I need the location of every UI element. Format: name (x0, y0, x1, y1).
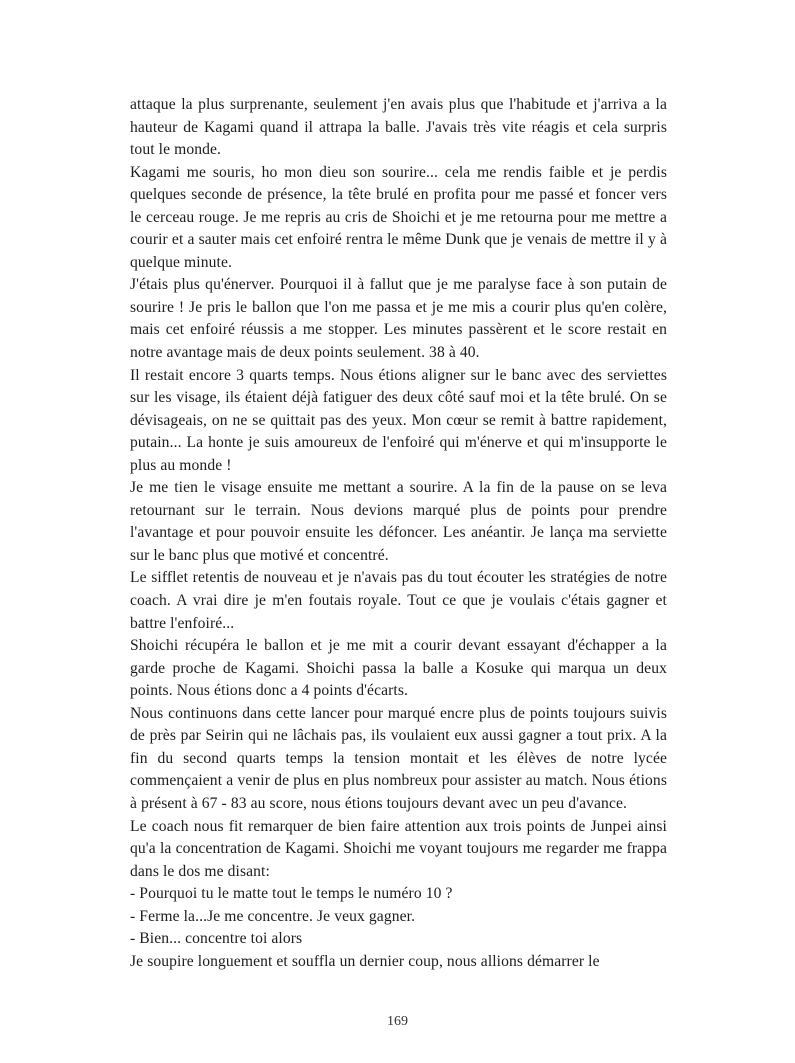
paragraph: Nous continuons dans cette lancer pour marqué encre plus de points toujours suivis de près par Seirin qui ne lâchais pas, ils voulaient eux aussi gagner a tout prix. A la fin du second quarts temps la tension montait et les élèves de notre lycée commençaient a venir de plus en plus nombreux pour assister au match. Nous étions à présent à 67 - 83 au score, nous étions toujours devant avec un peu d'avance. (130, 704, 667, 812)
paragraph: Il restait encore 3 quarts temps. Nous étions aligner sur le banc avec des serviettes sur les visage, ils étaient déjà fatiguer des deux côté sauf moi et la tête brulé. On se dévisageais, on ne se quittait pas des yeux. Mon cœur se remit à battre rapidement, putain... La honte je suis amoureux de l'enfoiré qui m'énerve et qui m'insupporte le plus au monde ! (130, 366, 667, 474)
paragraph: Je me tien le visage ensuite me mettant a sourire. A la fin de la pause on se leva retournant sur le terrain. Nous devions marqué plus de points pour prendre l'avantage et pour pouvoir ensuite les défoncer. Les anéantir. Je lança ma serviette sur le banc plus que motivé et concentré. (130, 479, 667, 564)
dialogue-line: - Bien... concentre toi alors (130, 930, 303, 948)
paragraph: Le coach nous fit remarquer de bien faire attention aux trois points de Junpei ainsi qu'a la concentration de Kagami. Shoichi me voyant toujours me regarder me frappa dans le dos me disant: (130, 817, 667, 880)
paragraph: attaque la plus surprenante, seulement j'en avais plus que l'habitude et j'arriva a la hauteur de Kagami quand il attrapa la balle. J'avais très vite réagis et cela surpris tout le monde. (130, 96, 667, 159)
paragraph: Le sifflet retentis de nouveau et je n'avais pas du tout écouter les stratégies de notre coach. A vrai dire je m'en foutais royale. Tout ce que je voulais c'étais gagner et battre l'enfoiré... (130, 569, 667, 632)
text-block (130, 94, 667, 973)
paragraph: J'étais plus qu'énerver. Pourquoi il à fallut que je me paralyse face à son putain de sourire ! Je pris le ballon que l'on me passa et je me mis a courir plus qu'en colère, mais cet enfoiré réussis a me stopper. Les minutes passèrent et le score restait en notre avantage mais de deux points seulement. 38 à 40. (130, 276, 667, 362)
paragraph: Shoichi récupéra le ballon et je me mit a courir devant essayant d'échapper a la garde proche de Kagami. Shoichi passa la balle a Kosuke qui marqua un deux points. Nous étions donc a 4 points d'écarts. (130, 637, 667, 700)
dialogue-line: - Ferme la...Je me concentre. Je veux gagner. (130, 907, 416, 925)
paragraph: Je soupire longuement et souffla un dernier coup, nous allions démarrer le (130, 952, 600, 970)
dialogue-line: - Pourquoi tu le matte tout le temps le numéro 10 ? (130, 885, 453, 903)
page-number: 169 (387, 1014, 408, 1029)
paragraph: Kagami me souris, ho mon dieu son sourire... cela me rendis faible et je perdis quelques seconde de présence, la tête brulé en profita pour me passé et foncer vers le cerceau rouge. Je me repris au cris de Shoichi et je me retourna pour me mettre a courir et a sauter mais cet enfoiré rentra le même Dunk que je venais de mettre il y à quelque minute. (130, 163, 667, 271)
